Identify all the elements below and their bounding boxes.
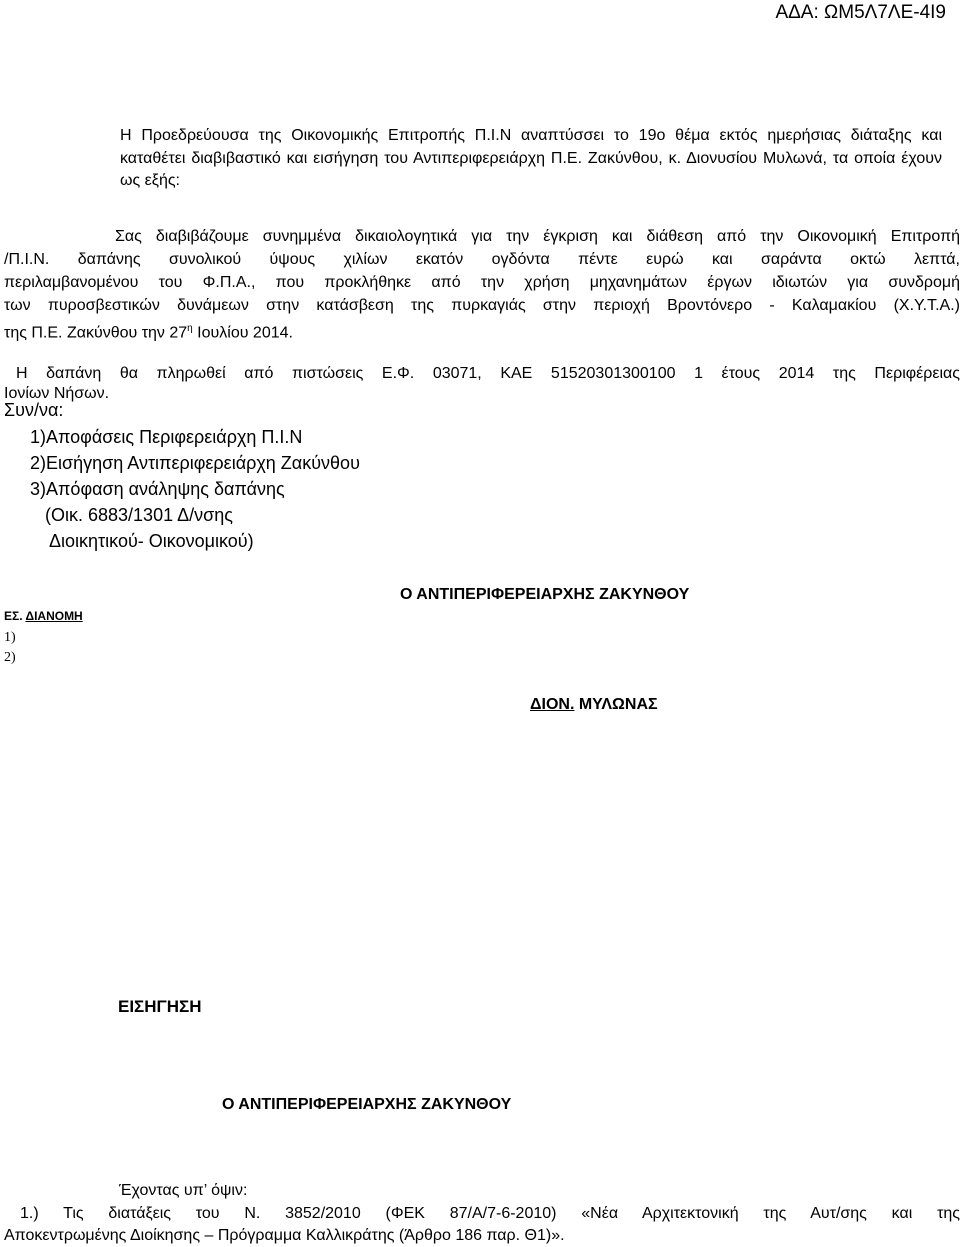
distribution-item: 2)	[4, 650, 16, 665]
enclosure-item: 1)Αποφάσεις Περιφερειάρχη Π.Ι.Ν	[30, 427, 303, 447]
body-line: των πυροσβεστικών δυνάμεων στην κατάσβεση της πυρκαγιάς στην περιοχή Βροντόνερο - Καλαμακίου (Χ.Υ.Τ.Α.)	[4, 297, 960, 314]
signature-name-underlined: ΔΙΟΝ.	[530, 696, 575, 713]
signature-role: Ο ΑΝΤΙΠΕΡΙΦΕΡΕΙΑΡΧΗΣ ΖΑΚΥΝΘΟΥ	[400, 586, 690, 603]
enclosure-item: 2)Εισήγηση Αντιπεριφερειάρχη Ζακύνθου	[30, 453, 360, 473]
body-line: Σας διαβιβάζουμε συνημμένα δικαιολογητικά για την έγκριση και διάθεση από την Οικονομική Επιτροπή	[115, 228, 960, 245]
legal-basis-line: 1.) Τις διατάξεις του Ν. 3852/2010 (ΦΕΚ 87/Α/7-6-2010) «Νέα Αρχιτεκτονική της Αυτ/σης και της	[20, 1205, 960, 1222]
distribution-label	[4, 609, 83, 623]
payment-line-2: Ιονίων Νήσων.	[4, 385, 110, 402]
legal-basis-paragraph	[4, 1203, 960, 1247]
signature-name-rest: ΜΥΛΩΝΑΣ	[574, 696, 658, 713]
es-prefix: ΕΣ.	[4, 609, 26, 623]
enclosure-item: Διοικητικού- Οικονομικού)	[30, 531, 254, 551]
enclosure-item: 3)Απόφαση ανάληψης δαπάνης	[30, 479, 285, 499]
date-sup: η	[187, 323, 193, 334]
payment-line: Η δαπάνη θα πληρωθεί από πιστώσεις Ε.Φ. 03071, ΚΑΕ 51520301300100 1 έτους 2014 της Περιφέρειας	[16, 365, 960, 382]
having-regard: Έχοντας υπ’ όψιν:	[119, 1182, 248, 1199]
body-line: /Π.Ι.Ν. δαπάνης συνολικού ύψους χιλίων εκατόν ογδόντα πέντε ευρώ και σαράντα οκτώ λεπτά,	[4, 251, 960, 268]
body-line	[4, 317, 960, 344]
enclosures-title: Συν/να:	[4, 400, 64, 420]
date-post: Ιουλίου 2014.	[192, 324, 293, 342]
distribution-item: 1)	[4, 630, 16, 645]
distribution-word: ΔΙΑΝΟΜΗ	[25, 609, 83, 623]
enclosure-item: (Οικ. 6883/1301 Δ/νσης	[30, 505, 233, 525]
body-line: περιλαμβανομένου του Φ.Π.Α., που προκλήθηκε από την χρήση μηχανημάτων έργων ιδιωτών για συνδρομή	[4, 274, 960, 291]
body-paragraph	[4, 225, 960, 344]
legal-basis-line: Αποκεντρωμένης Διοίκησης – Πρόγραμμα Καλλικράτης (Άρθρο 186 παρ. Θ1)».	[4, 1227, 565, 1244]
signature-name	[530, 696, 658, 714]
proposal-title: ΕΙΣΗΓΗΣΗ	[118, 997, 202, 1016]
intro-paragraph: Η Προεδρεύουσα της Οικονομικής Επιτροπής Π.Ι.Ν αναπτύσσει το 19ο θέμα εκτός ημερήσιας διάταξης και καταθέτει διαβιβαστικό και εισήγηση του Αντιπεριφερειάρχη Π.Ε. Ζακύνθου, κ. Διονυσίου Μυλωνά, τα οποία έχουν ως εξής:	[120, 127, 942, 189]
date-pre: της Π.Ε. Ζακύνθου την 27	[4, 324, 188, 342]
distribution-list	[4, 628, 16, 668]
proposal-role: Ο ΑΝΤΙΠΕΡΙΦΕΡΕΙΑΡΧΗΣ ΖΑΚΥΝΘΟΥ	[222, 1096, 512, 1113]
payment-paragraph	[16, 362, 960, 385]
enclosures-list	[30, 424, 360, 554]
ada-code: ΑΔΑ: ΩΜ5Λ7ΛΕ-4Ι9	[775, 2, 946, 23]
